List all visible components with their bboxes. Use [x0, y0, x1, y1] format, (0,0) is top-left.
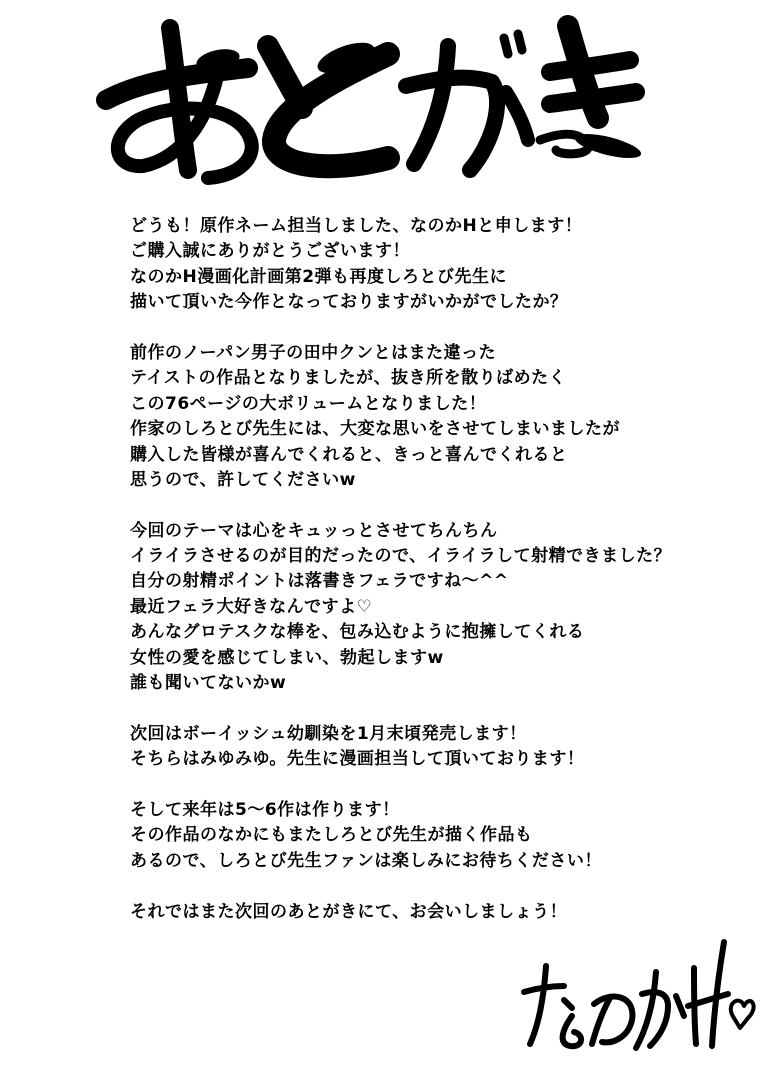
text-line: ご購入誠にありがとうございます！ [130, 241, 410, 262]
text-line: 誰も聞いてないかw [130, 673, 287, 694]
paragraph-3 [130, 519, 750, 697]
text-line: あんなグロテスクな棒を、包み込むように抱擁してくれる [130, 622, 585, 643]
text-line: 今回のテーマは心をキュッっとさせてちんちん [130, 520, 498, 541]
paragraph-gap [130, 316, 750, 341]
afterword-body [130, 214, 750, 925]
paragraph-gap [130, 696, 750, 721]
text-line: そして来年は5～6作は作ります！ [130, 799, 400, 820]
paragraph-gap [130, 773, 750, 798]
text-line: 作家のしろとび先生には、大変な思いをさせてしまいましたが [130, 419, 620, 440]
author-signature [518, 934, 758, 1054]
text-line: 最近フェラ大好きなんですよ♡ [130, 596, 373, 617]
text-line: 自分の射精ポイントは落書きフェラですね～^^ [130, 571, 509, 592]
paragraph-6 [130, 900, 750, 925]
text-line: 購入した皆様が喜んでくれると、きっと喜んでくれると [130, 444, 568, 465]
text-line: 次回はボーイッシュ幼馴染を1月末頃発売します！ [130, 723, 527, 744]
text-line: あるので、しろとび先生ファンは楽しみにお待ちください！ [130, 850, 602, 871]
text-line: 前作のノーパン男子の田中クンとはまた違った [130, 342, 497, 363]
paragraph-4 [130, 722, 750, 773]
paragraph-5 [130, 798, 750, 874]
paragraph-1 [130, 214, 750, 316]
afterword-title-art [88, 8, 648, 188]
text-line: 描いて頂いた今作となっておりますがいかがでしたか？ [130, 292, 568, 313]
text-line: その作品のなかにもまたしろとび先生が描く作品も [130, 825, 533, 846]
text-line: イライラさせるのが目的だったので、イライラして射精できました？ [130, 546, 672, 567]
text-line: この76ページの大ボリュームとなりました！ [130, 393, 487, 414]
text-line: そちらはみゆみゆ。先生に漫画担当して頂いております！ [130, 749, 585, 770]
text-line: どうも！原作ネーム担当しました、なのかHと申します！ [130, 216, 583, 236]
text-line: それではまた次回のあとがきにて、お会いしましょう！ [130, 901, 568, 922]
text-line: テイストの作品となりましたが、抜き所を散りばめたく [130, 368, 567, 389]
paragraph-gap [130, 874, 750, 899]
text-line: 思うので、許してくださいw [130, 469, 356, 490]
text-line: なのかH漫画化計画第2弾も再度しろとび先生に [130, 266, 508, 287]
text-line: 女性の愛を感じてしまい、勃起しますw [130, 647, 444, 668]
paragraph-2 [130, 341, 750, 493]
paragraph-gap [130, 493, 750, 518]
